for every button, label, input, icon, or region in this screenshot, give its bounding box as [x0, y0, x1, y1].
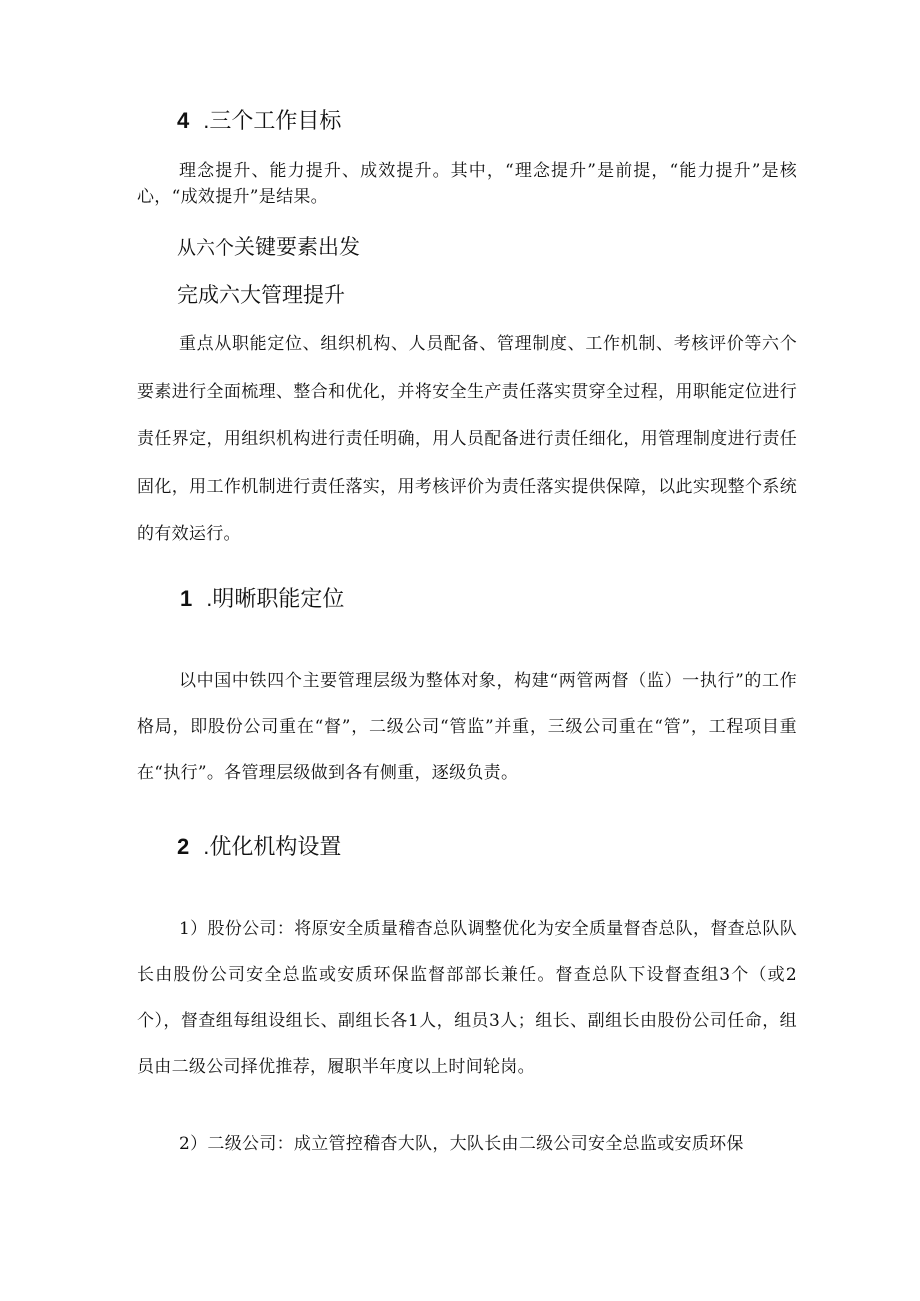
section-1-paragraph: 以中国中铁四个主要管理层级为整体对象，构建“两管两督（监）一执行”的工作格局，即股份公司重在“督”，二级公司“管监”并重，三级公司重在“管”，工程项目重在“执行”。各管理层级做到各有侧重，逐级负责。 [137, 671, 797, 783]
section-2-title: .优化机构设置 [203, 834, 342, 859]
section-4-title: .三个工作目标 [203, 108, 342, 133]
overview-paragraph: 重点从职能定位、组织机构、人员配备、管理制度、工作机制、考核评价等六个要素进行全面梳理、整合和优化，并将安全生产责任落实贯穿全过程，用职能定位进行责任界定，用组织机构进行责任明确，用人员配备进行责任细化，用管理制度进行责任固化，用工作机制进行责任落实，用考核评价为责任落实提供保障，以此实现整个系统的有效运行。 [137, 334, 797, 544]
section-1-title: .明晰职能定位 [206, 586, 345, 611]
subheading-key-elements-rest: 关键要素出发 [234, 236, 361, 259]
section-4-paragraph: 理念提升、能力提升、成效提升。其中，“理念提升”是前提，“能力提升”是核心，“成效提升”是结果。 [137, 161, 797, 207]
subheading-key-elements-prefix: 从六个 [177, 238, 235, 259]
section-2-number: 2 [177, 834, 190, 859]
section-4-heading [177, 106, 837, 136]
section-4-number: 4 [177, 108, 190, 133]
section-2-heading [177, 832, 837, 862]
section-2-item-2: 2）二级公司：成立管控稽杳大队，大队长由二级公司安全总监或安质环保 [179, 1134, 744, 1154]
section-1-heading [180, 584, 840, 614]
subheading-key-elements [177, 233, 837, 264]
subheading-management-upgrade: 完成六大管理提升 [177, 284, 345, 307]
section-1-number: 1 [180, 586, 193, 611]
section-2-item-1: 1）股份公司：将原安全质量稽杳总队调整优化为安全质量督杳总队，督查总队队长由股份公司安全总监或安质环保监督部部长兼任。督查总队下设督查组3个（或2个），督查组每组设组长、副组长各1人，组员3人；组长、副组长由股份公司任命，组员由二级公司择优推荐，履职半年度以上时间轮岗。 [137, 919, 797, 1077]
